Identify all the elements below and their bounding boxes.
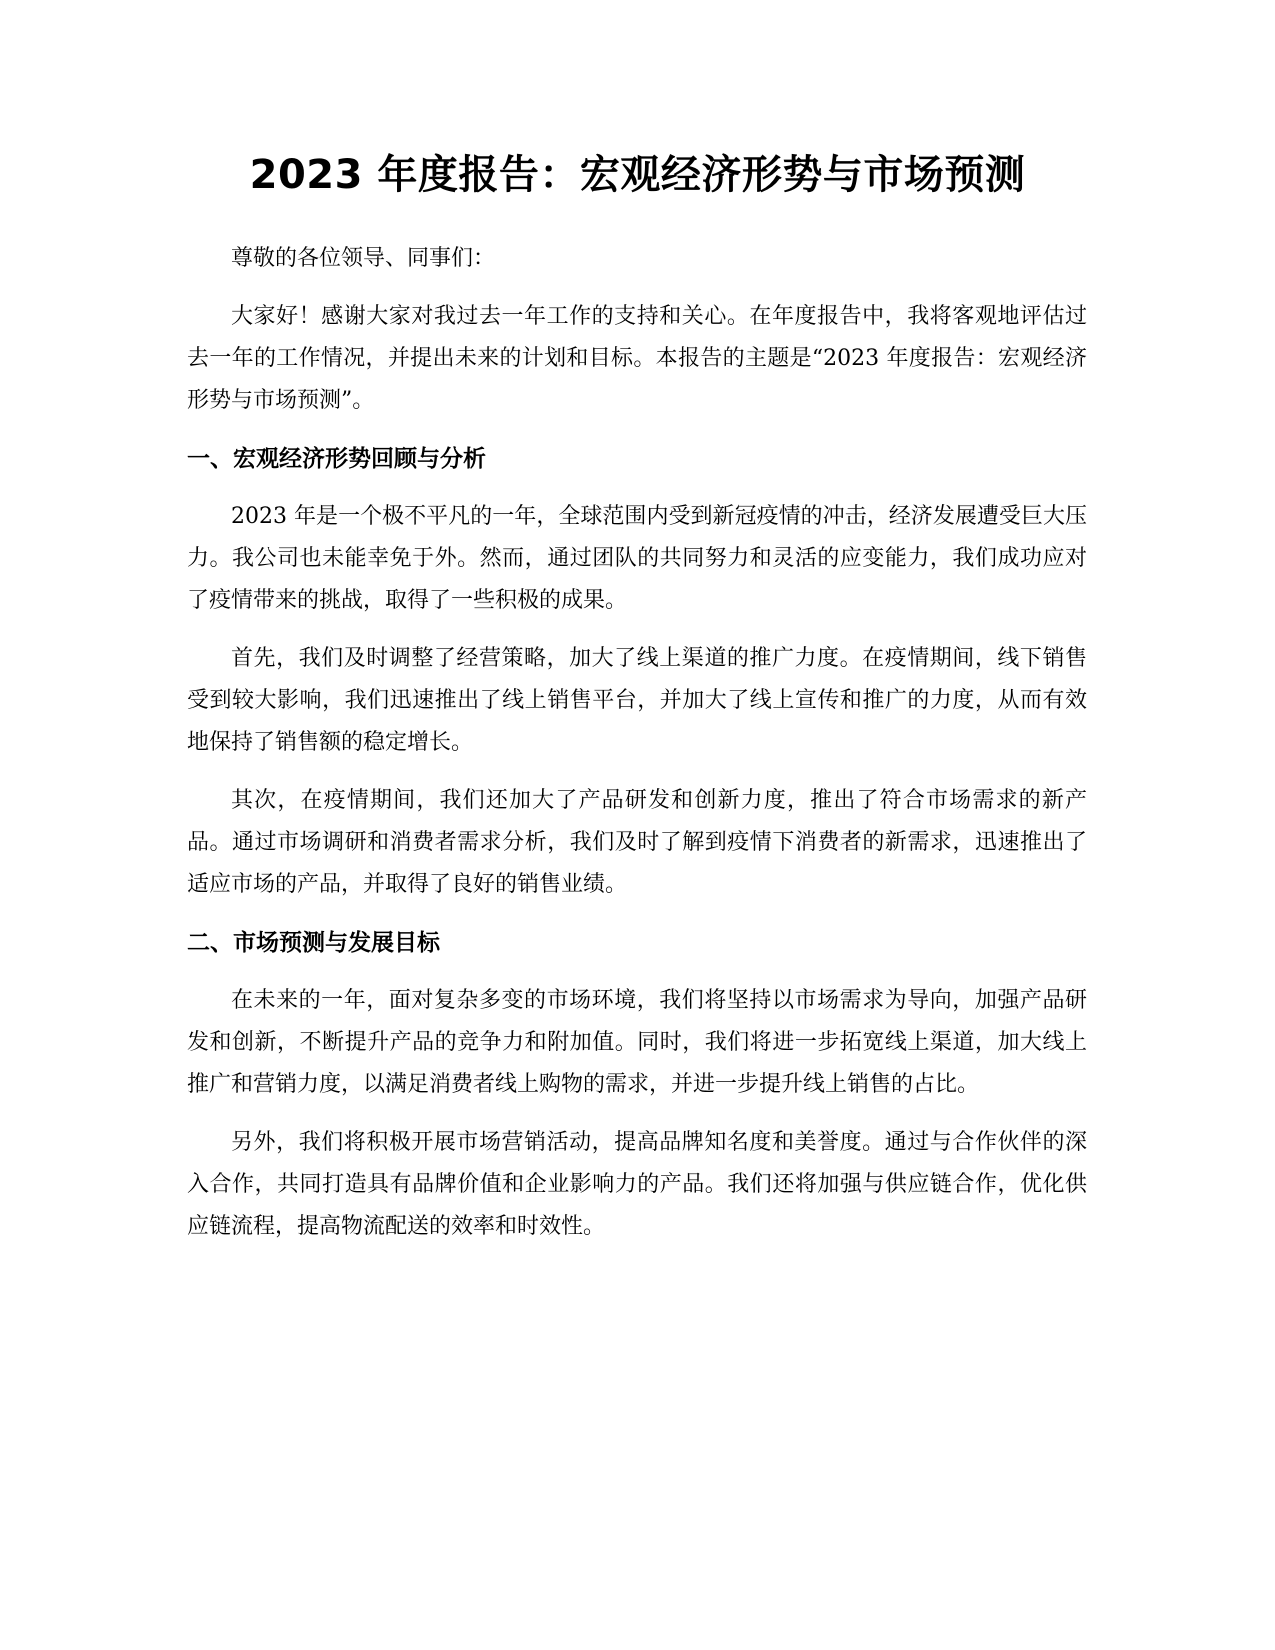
section-1-paragraph-2: 首先，我们及时调整了经营策略，加大了线上渠道的推广力度。在疫情期间，线下销售受到较大影响，我们迅速推出了线上销售平台，并加大了线上宣传和推广的力度，从而有效地保持了销售额的稳定增长。 [187, 646, 1087, 755]
section-1-paragraph-1: 2023 年是一个极不平凡的一年，全球范围内受到新冠疫情的冲击，经济发展遭受巨大压力。我公司也未能幸免于外。然而，通过团队的共同努力和灵活的应变能力，我们成功应对了疫情带来的挑战，取得了一些积极的成果。 [187, 504, 1087, 613]
section-2-paragraph-1: 在未来的一年，面对复杂多变的市场环境，我们将坚持以市场需求为导向，加强产品研发和创新，不断提升产品的竞争力和附加值。同时，我们将进一步拓宽线上渠道，加大线上推广和营销力度，以满足消费者线上购物的需求，并进一步提升线上销售的占比。 [187, 988, 1087, 1097]
document-body [187, 238, 1087, 1264]
greeting-paragraph: 尊敬的各位领导、同事们： [231, 246, 496, 271]
section-heading-market-forecast: 二、市场预测与发展目标 [187, 930, 440, 956]
intro-paragraph: 大家好！感谢大家对我过去一年工作的支持和关心。在年度报告中，我将客观地评估过去一年的工作情况，并提出未来的计划和目标。本报告的主题是“2023 年度报告：宏观经济形势与市场预测”。 [187, 304, 1087, 413]
section-2-paragraph-2: 另外，我们将积极开展市场营销活动，提高品牌知名度和美誉度。通过与合作伙伴的深入合作，共同打造具有品牌价值和企业影响力的产品。我们还将加强与供应链合作，优化供应链流程，提高物流配送的效率和时效性。 [187, 1130, 1087, 1239]
section-heading-macro-review: 一、宏观经济形势回顾与分析 [187, 446, 486, 472]
section-1-paragraph-3: 其次，在疫情期间，我们还加大了产品研发和创新力度，推出了符合市场需求的新产品。通过市场调研和消费者需求分析，我们及时了解到疫情下消费者的新需求，迅速推出了适应市场的产品，并取得了良好的销售业绩。 [187, 788, 1087, 897]
document-title: 2023 年度报告：宏观经济形势与市场预测 [249, 152, 1026, 198]
